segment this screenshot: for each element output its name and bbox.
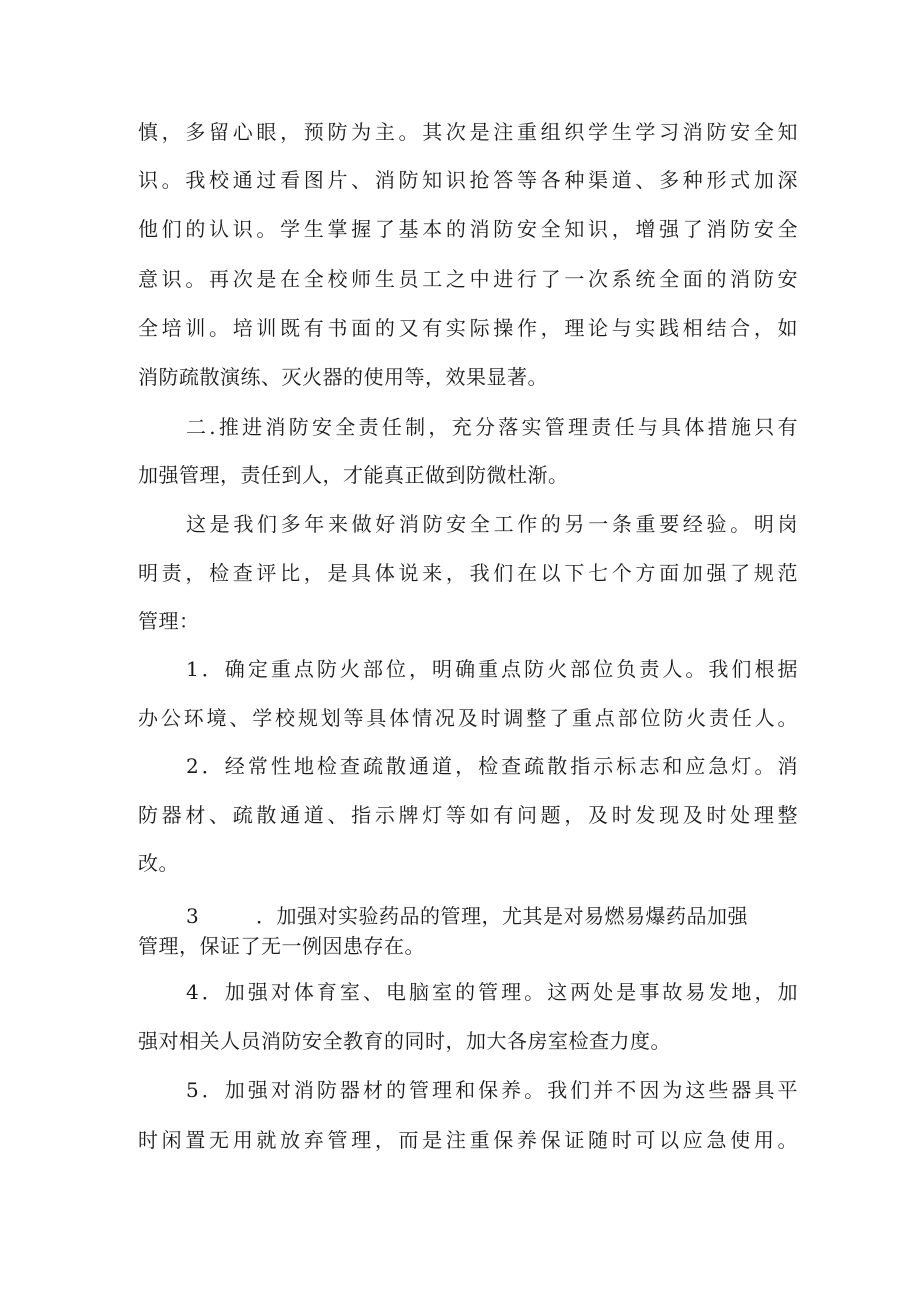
list-item-line: 强对相关人员消防安全教育的同时，加大各房室检查力度。 — [138, 1029, 671, 1053]
paragraph-line: 慎，多留心眼，预防为主。其次是注重组织学生学习消防安全知 — [138, 120, 798, 144]
list-item-number: 3 — [186, 904, 200, 928]
list-item-line: 1．确定重点防火部位，明确重点防火部位负责人。我们根据 — [186, 657, 798, 681]
list-item-line: 办公环境、学校规划等具体情况及时调整了重点部位防火责任人。 — [138, 706, 798, 730]
paragraph-line: 管理： — [138, 609, 200, 633]
paragraph-line: 这是我们多年来做好消防安全工作的另一条重要经验。明岗 — [186, 512, 798, 536]
list-item-text: ．加强对实验药品的管理，尤其是对易燃易爆药品加强 — [256, 904, 748, 928]
list-item-line: 改。 — [138, 851, 179, 875]
paragraph-line: 识。我校通过看图片、消防知识抢答等各种渠道、多种形式加深 — [138, 168, 798, 192]
list-item-line: 2．经常性地检查疏散通道，检查疏散指示标志和应急灯。消 — [186, 754, 798, 778]
list-item-line: 管理，保证了无一例因患存在。 — [138, 934, 425, 958]
paragraph-line: 意识。再次是在全校师生员工之中进行了一次系统全面的消防安 — [138, 267, 798, 291]
paragraph-line: 消防疏散演练、灭火器的使用等，效果显著。 — [138, 365, 548, 389]
list-item-line: 时闲置无用就放弃管理，而是注重保养保证随时可以应急使用。 — [138, 1128, 798, 1152]
list-item-line: 防器材、疏散通道、指示牌灯等如有问题，及时发现及时处理整 — [138, 803, 798, 827]
section-heading-line: 二.推进消防安全责任制，充分落实管理责任与具体措施只有 — [186, 415, 798, 439]
paragraph-line: 他们的认识。学生掌握了基本的消防安全知识，增强了消防安全 — [138, 217, 798, 241]
paragraph-line: 明责，检查评比，是具体说来，我们在以下七个方面加强了规范 — [138, 561, 798, 585]
list-item-line: 4．加强对体育室、电脑室的管理。这两处是事故易发地，加 — [186, 980, 798, 1004]
paragraph-line: 全培训。培训既有书面的又有实际操作，理论与实践相结合，如 — [138, 316, 798, 340]
list-item-line — [186, 902, 798, 930]
list-item-line: 5．加强对消防器材的管理和保养。我们并不因为这些器具平 — [186, 1078, 798, 1102]
section-heading-line: 加强管理，责任到人，才能真正做到防微杜渐。 — [138, 463, 569, 487]
